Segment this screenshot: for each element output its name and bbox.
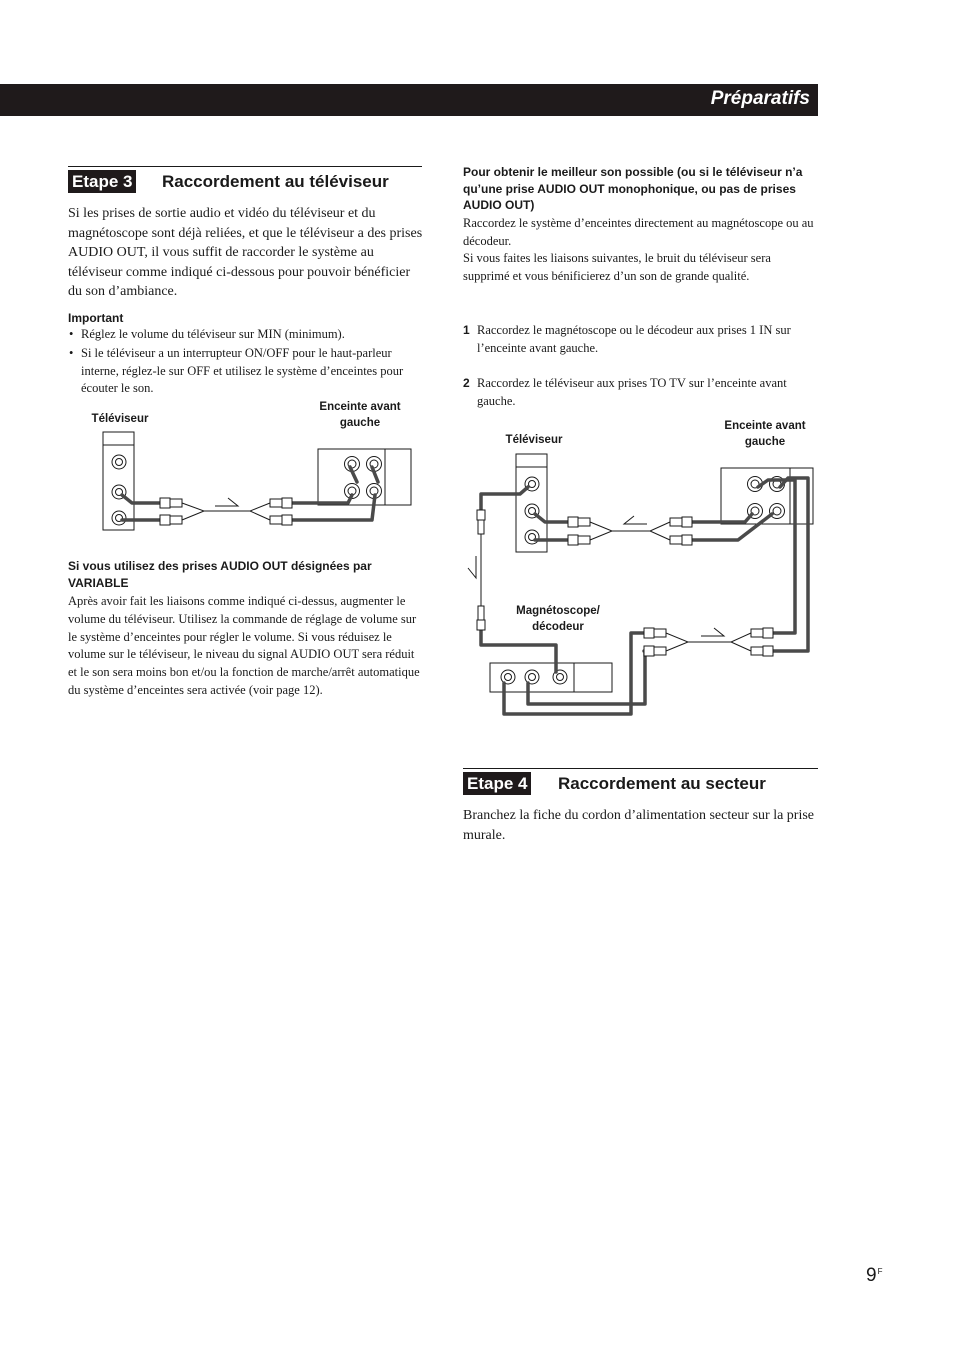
important-item: • Réglez le volume du téléviseur sur MIN (minimum). xyxy=(68,326,413,344)
best-sound-text2: Si vous faites les liaisons suivantes, le bruit du téléviseur sera supprimé et vous bénificierez d’un son de grande qualité. xyxy=(463,251,771,283)
step3-badge: Etape 3 xyxy=(68,170,136,193)
diagram2-tv-label: Téléviseur xyxy=(505,434,563,446)
tv-panel-icon xyxy=(516,454,547,552)
step-number: 1 xyxy=(463,323,470,337)
diagram1-speaker-label: Enceinte avant gauche xyxy=(319,401,401,429)
variable-text: Après avoir fait les liaisons comme indiqué ci-dessus, augmenter le volume du téléviseur. Utilisez la commande de réglage de volume sur le système d’enceintes pour régler le volume. Si vous réduisez le volume sur le téléviseur, le niveau du signal AUDIO OUT sera réduit et le son sera moins bon et/ou la fonction de marche/arrêt automatique du système d’enceintes sera activée (voir page 12). xyxy=(68,594,420,697)
page-number xyxy=(866,1265,882,1287)
step3-intro: Si les prises de sortie audio et vidéo du téléviseur et du magnétoscope sont déjà reliées, et que le téléviseur a des prises AUDIO OUT, il vous suffit de raccorder le système au téléviseur comme indiqué ci-dessous pour pouvoir bénéficier du son d’ambiance. xyxy=(68,206,423,300)
variable-heading: Si vous utilisez des prises AUDIO OUT désignées par VARIABLE xyxy=(68,559,372,590)
diagram2-speaker-label: Enceinte avant gauche xyxy=(724,420,806,448)
step4-badge: Etape 4 xyxy=(463,772,531,795)
step4-text: Branchez la fiche du cordon d’alimentation secteur sur la prise murale. xyxy=(463,808,815,843)
step4-title: Raccordement au secteur xyxy=(558,774,766,793)
important-item: • Si le téléviseur a un interrupteur ON/OFF pour le haut-parleur interne, réglez-le sur OFF et utilisez le système d’enceintes pour écouter le son. xyxy=(68,345,413,398)
page-number-value: 9 xyxy=(866,1265,877,1286)
vcr-panel-icon xyxy=(490,663,612,692)
step3-title: Raccordement au téléviseur xyxy=(162,172,389,191)
page-number-suffix: F xyxy=(877,1267,883,1276)
step-text: Raccordez le magnétoscope ou le décodeur aux prises 1 IN sur l’enceinte avant gauche. xyxy=(477,323,791,355)
best-sound-heading: Pour obtenir le meilleur son possible (ou si le téléviseur n’a qu’une prise AUDIO OUT monophonique, ou pas de prises AUDIO OUT) xyxy=(463,165,803,212)
step-text: Raccordez le téléviseur aux prises TO TV sur l’enceinte avant gauche. xyxy=(477,376,787,408)
diagram2-vcr-label: Magnétoscope/ décodeur xyxy=(516,605,600,633)
section-title: Préparatifs xyxy=(710,88,810,109)
important-heading: Important xyxy=(68,311,124,325)
diagram1-tv-label: Téléviseur xyxy=(91,413,149,425)
step-number: 2 xyxy=(463,376,470,390)
step4-heading xyxy=(463,768,818,797)
best-sound-text1: Raccordez le système d’enceintes directement au magnétoscope ou au décodeur. xyxy=(463,216,814,248)
